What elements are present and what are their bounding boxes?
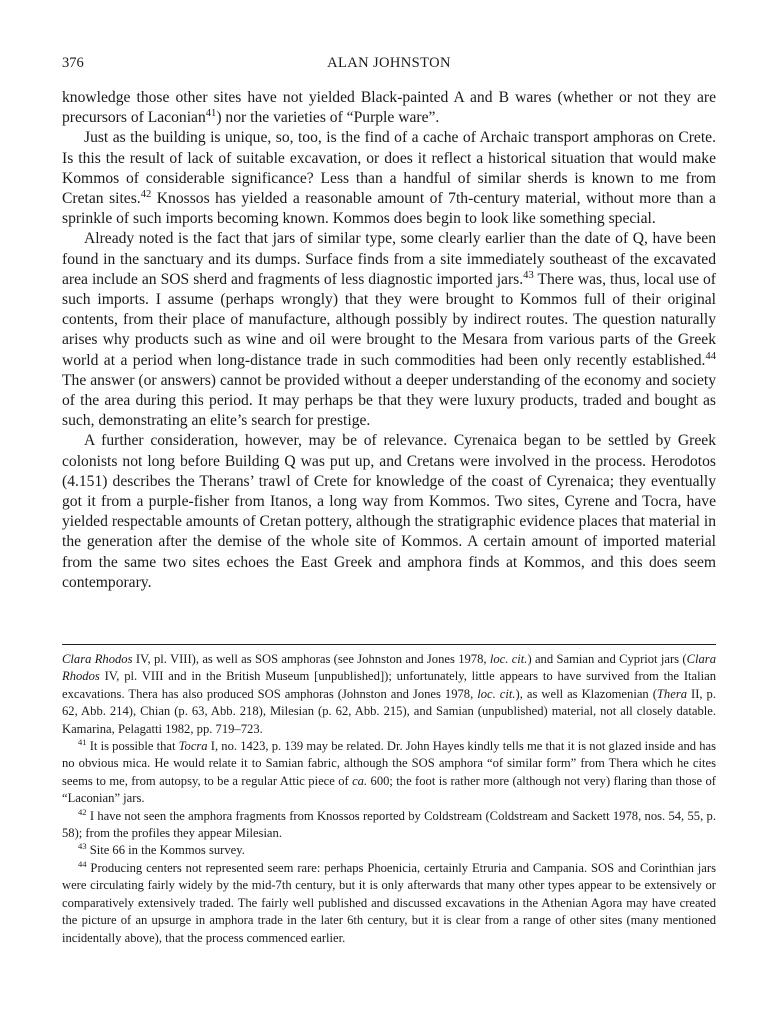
running-head: ALAN JOHNSTON bbox=[327, 55, 451, 71]
footnote-41 bbox=[62, 738, 716, 808]
footnote-divider bbox=[62, 644, 716, 645]
footnote-cont-text-3: IV, pl. VIII and in the British Museum [unpublished]); unfortunately, little appears to have survived from the Italian excavations. Thera has also produced SOS amphoras (Johnston and Jones 1978, bbox=[62, 669, 716, 701]
footnote-cont-italic-3: Clara Rhodos bbox=[62, 652, 716, 684]
footnote-41-italic-1: Tocra bbox=[178, 739, 208, 754]
paragraph-2-text-a: Just as the building is unique, so, too, is the find of a cache of Archaic transport amphoras on Crete. Is this the result of lack of suitable excavation, or does it reflect a historical situation that would make Kommos of considerable significance? Less than a handful of similar sherds is known to me from Cretan sites. bbox=[62, 129, 716, 208]
body-text bbox=[62, 88, 716, 593]
paragraph-1-text-b: ) nor the varieties of “Purple ware”. bbox=[216, 109, 440, 127]
footnote-41-italic-2: ca. bbox=[352, 773, 368, 788]
page-number: 376 bbox=[62, 55, 84, 71]
footnote-cont-text-4: ), as well as Klazomenian ( bbox=[515, 686, 657, 701]
paragraph-3-text-c: The answer (or answers) cannot be provided without a deeper understanding of the economy and society of the area during this period. It may perhaps be that they were luxury products, traded and bought as such, demonstrating an elite’s search for prestige. bbox=[62, 371, 716, 430]
paragraph-1 bbox=[62, 88, 716, 128]
paragraph-3-text-b: There was, thus, local use of such imports. I assume (perhaps wrongly) that they were brought to Kommos full of their original contents, from their place of manufacture, although possibly by indirect routes. The question naturally arises why products such as wine and oil were brought to the Mesara from various parts of the Greek world at a period when long-distance trade in such commodities had been only recently established. bbox=[62, 270, 716, 369]
footnote-cont-text-2: ) and Samian and Cypriot jars ( bbox=[527, 652, 687, 666]
footnotes bbox=[62, 651, 716, 947]
paragraph-3-text-a: Already noted is the fact that jars of similar type, some clearly earlier than the date of Q, have been found in the sanctuary and its dumps. Surface finds from a site immediately southeast of the excavated area include an SOS sherd and fragments of less diagnostic imported jars. bbox=[62, 230, 716, 288]
footnote-ref-41: 41 bbox=[205, 108, 217, 120]
footnote-cont-italic-4: loc. cit. bbox=[477, 686, 516, 701]
footnote-continued bbox=[62, 651, 716, 738]
paragraph-1-text-a: knowledge those other sites have not yielded Black-painted A and B wares (whether or not they are precursors of Laconian bbox=[62, 89, 716, 127]
paragraph-2 bbox=[62, 128, 716, 229]
footnote-cont-italic-5: Thera bbox=[656, 686, 688, 701]
footnote-41-text-1: I, no. 1423, p. 139 may be related. Dr. John Hayes kindly tells me that it is not glazed inside and has no obvious mica. He would relate it to Samian fabric, although the SOS amphora “of similar form” from Thera which he cites seems to me, from autopsy, to be a regular Attic piece of bbox=[62, 739, 716, 788]
footnote-ref-44: 44 bbox=[705, 350, 716, 362]
footnote-43 bbox=[62, 842, 716, 859]
footnote-41-number: 41 bbox=[78, 736, 87, 747]
footnote-ref-43: 43 bbox=[523, 269, 534, 281]
footnote-44 bbox=[62, 860, 716, 947]
footnote-43-text: Site 66 in the Kommos survey. bbox=[86, 843, 245, 858]
footnote-cont-italic-2: loc. cit. bbox=[489, 652, 528, 666]
paragraph-3 bbox=[62, 229, 716, 431]
footnote-43-number: 43 bbox=[78, 841, 87, 852]
footnote-42-text: I have not seen the amphora fragments from Knossos reported by Coldstream (Coldstream and Sackett 1978, nos. 54, 55, p. 58); from the profiles they appear Milesian. bbox=[62, 808, 716, 841]
footnote-41-text-2: 600; the foot is rather more (although not very) flaring than those of “Laconian” jars. bbox=[62, 773, 716, 806]
footnote-44-text: Producing centers not represented seem rare: perhaps Phoenicia, certainly Etruria and Campania. SOS and Corinthian jars were circulating fairly widely by the mid-7th century, but it is only afterwards that many other types appear to be extensively or comparatively extensively traded. The fairly well published and discussed excavations in the Athenian Agora may have created the picture of an upsurge in amphora trade in the later 6th century, but it is clear from a range of other sites (many mentioned incidentally above), that the process commenced earlier. bbox=[62, 860, 716, 945]
footnote-cont-text-1: IV, pl. VIII), as well as SOS amphoras (see Johnston and Jones 1978, bbox=[132, 652, 490, 666]
footnote-41-text-0: It is possible that bbox=[86, 739, 179, 754]
page-header bbox=[62, 55, 716, 77]
paragraph-4: A further consideration, however, may be of relevance. Cyrenaica began to be settled by Greek colonists not long before Building Q was put up, and Cretans were involved in the process. Herodotos (4.151) describes the Therans’ trawl of Crete for knowledge of the coast of Cyrenaica; they eventually got it from a purple-fisher from Itanos, a long way from Kommos. Two sites, Cyrene and Tocra, have yielded respectable amounts of Cretan pottery, although the stratigraphic evidence places that material in the generation after the demise of the whole site of Kommos. A certain amount of imported material from the same two sites echoes the East Greek and amphora finds at Kommos, and this does seem contemporary. bbox=[62, 432, 716, 591]
footnote-44-number: 44 bbox=[78, 858, 87, 869]
footnote-42 bbox=[62, 808, 716, 843]
footnote-cont-italic-1: Clara Rhodos bbox=[62, 652, 133, 666]
footnote-42-number: 42 bbox=[78, 806, 87, 817]
footnote-cont-text-5: II, p. 62, Abb. 214), Chian (p. 63, Abb. 218), Milesian (p. 62, Abb. 215), and Samian (unpublished) material, not all closely datable. Kamarina, Pelagatti 1982, pp. 719–723. bbox=[62, 686, 717, 736]
footnote-ref-42: 42 bbox=[140, 188, 152, 200]
paragraph-2-text-b: Knossos has yielded a reasonable amount of 7th-century material, without more than a sprinkle of such imports becoming known. Kommos does begin to look like something special. bbox=[62, 190, 716, 228]
